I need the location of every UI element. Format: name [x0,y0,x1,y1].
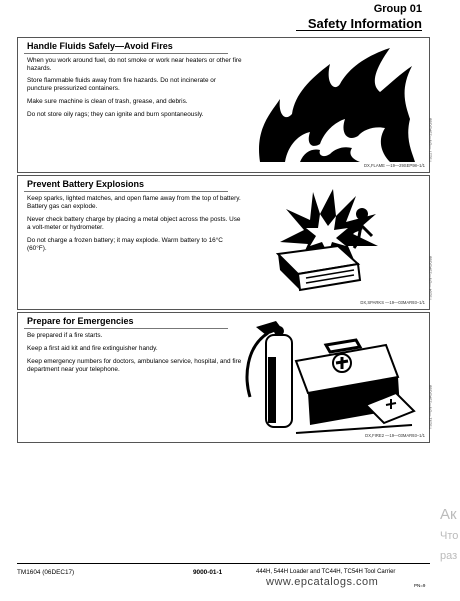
fire-flames-icon [240,44,420,164]
paragraph: Do not store oily rags; they can ignite and burn spontaneously. [27,111,204,118]
paragraph: Do not charge a frozen battery; it may explode. Warm battery to 16°C (60°F). [27,237,223,252]
paragraph: Be prepared if a fire starts. [27,332,103,339]
battery-explosion-icon [258,184,398,294]
footer-code: PN=9 [414,583,426,588]
watermark-line: Что [440,530,459,542]
paragraph: Keep emergency numbers for doctors, ambulance service, hospital, and fire department near your telephone. [27,358,242,373]
paragraph: Keep sparks, lighted matches, and open flame away from the top of battery. Battery gas can explode. [27,195,241,210]
section-code: DX,SPARKS —19—03MAR93–1/1 [360,300,425,305]
footer-page-number: 9000-01-1 [193,569,223,576]
figure-code: TS204 —UN—23AUG88 [427,256,432,301]
watermark-line: Ак [440,506,457,523]
section-title-rule [24,53,228,54]
section-code: DX,FLAME —19—29SEP98–1/1 [364,163,425,168]
footer-rule [17,563,430,564]
paragraph: Never check battery charge by placing a metal object across the posts. Use a volt-meter or hydrometer. [27,216,241,231]
section-fluids [17,37,430,173]
section-title: Handle Fluids Safely—Avoid Fires [27,41,173,51]
header-rule [296,30,422,31]
footer-doc-id: TM1604 (06DEC17) [17,569,75,576]
paragraph: Keep a first aid kit and fire extinguisher handy. [27,345,158,352]
section-code: DX,FIRE2 —19—03MAR93–1/1 [365,433,425,438]
page-title: Safety Information [307,16,422,31]
page-header [308,3,422,31]
paragraph: When you work around fuel, do not smoke or work near heaters or other fire hazards. [27,57,242,72]
section-emergencies [17,312,430,443]
footer-product: 444H, 544H Loader and TC44H, TC54H Tool Carrier [256,569,396,575]
paragraph: Store flammable fluids away from fire hazards. Do not incinerate or puncture pressurized containers. [27,77,216,92]
section-title-rule [24,328,228,329]
paragraph: Make sure machine is clean of trash, grease, and debris. [27,98,188,105]
section-title-rule [24,191,228,192]
section-title: Prepare for Emergencies [27,316,134,326]
figure-code: TS227 —UN—23AUG88 [427,118,432,163]
watermark-line: раз [440,550,458,562]
fire-extinguisher-first-aid-icon [236,317,416,437]
figure-code: TS291 —UN—23AUG88 [427,385,432,430]
section-title: Prevent Battery Explosions [27,179,145,189]
section-battery [17,175,430,310]
watermark-site: www.epcatalogs.com [266,576,379,588]
group-label: Group 01 [373,3,422,15]
